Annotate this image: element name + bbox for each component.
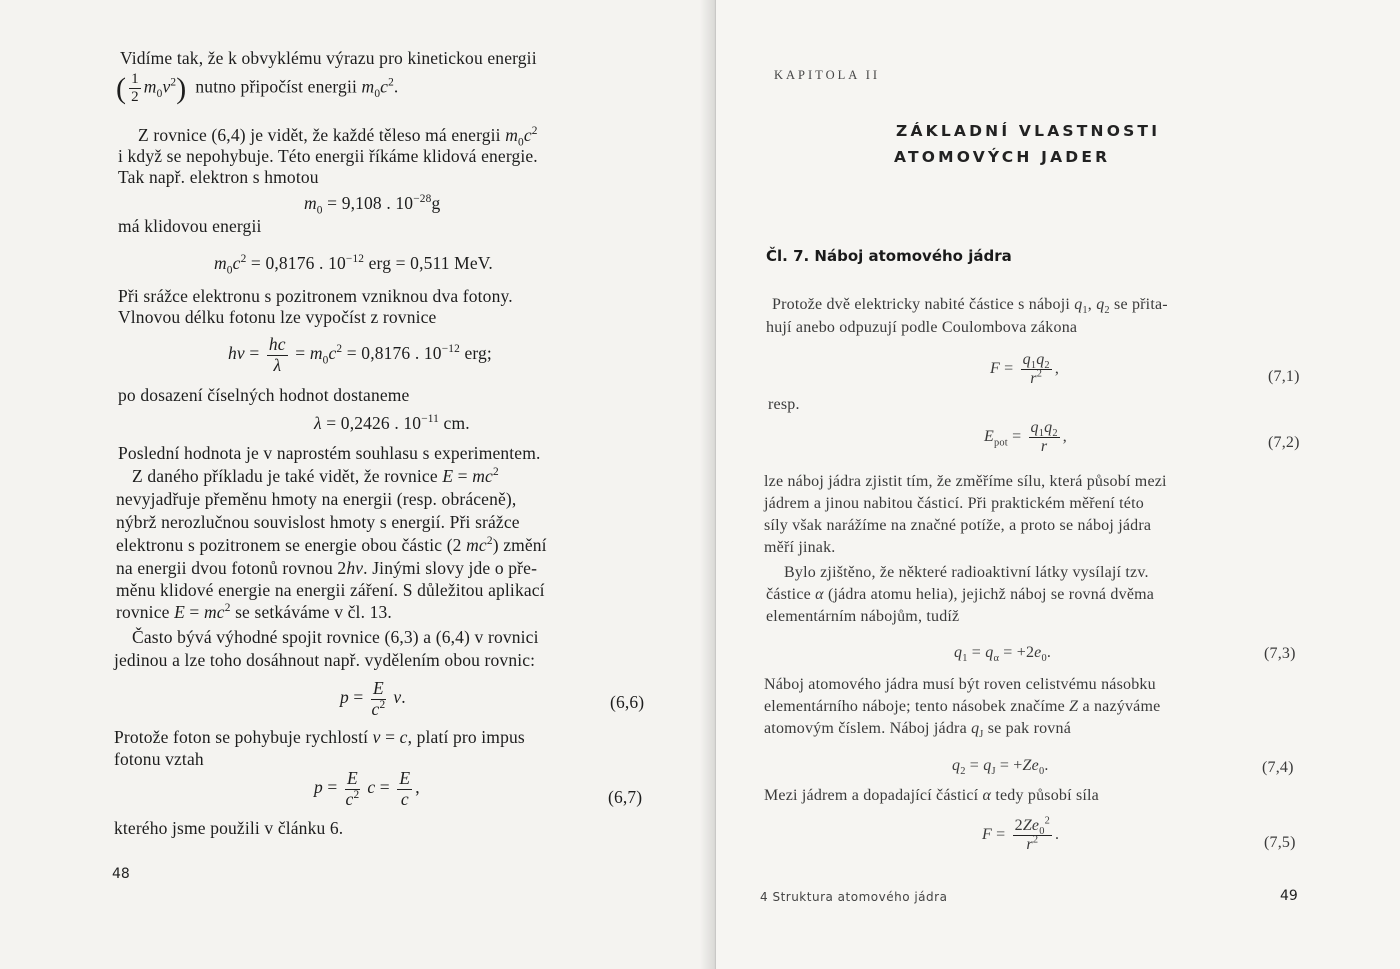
- page-number: 48: [112, 866, 130, 882]
- text-line: po dosazení číselných hodnot dostaneme: [118, 385, 410, 405]
- text-line: Často bývá výhodné spojit rovnice (6,3) a (6,4) v rovnici: [132, 627, 539, 647]
- text-fragment: elementárního náboje; tento násobek značíme: [764, 698, 1065, 715]
- text-line: jádrem a jinou nabitou částicí. Při praktickém měření této: [764, 495, 1144, 512]
- text-line: atomovým číslem. Náboj jádra $q_J$ se pak rovná: [764, 720, 1072, 741]
- text-fragment: elektronu s pozitronem se energie obou částic (2: [116, 535, 462, 555]
- text-line: Náboj atomového jádra musí být roven celistvému násobku: [764, 676, 1156, 693]
- equation: F = $\frac{2Ze_0^2}{r^2}$ .: [982, 815, 1060, 853]
- text-fragment: a nazýváme: [1082, 698, 1161, 715]
- text-fragment: tedy působí síla: [995, 787, 1099, 804]
- text-line: i když se nepohybuje. Této energii říkáme klidová energie.: [118, 146, 538, 166]
- text-line: nýbrž nerozlučnou souvislost hmoty s energií. Při srážce: [116, 512, 520, 532]
- text-fragment: Mezi jádrem a dopadající částicí: [764, 787, 979, 804]
- equation: hν = $\frac{hc}{\lambda}$ = $m_0c^2 = 0,8176$ . $10^{-12}$ erg;: [228, 334, 492, 375]
- text-line: síly však narážíme na značné potíže, a proto se náboj jádra: [764, 517, 1152, 534]
- text-fragment: Protože dvě elektricky nabité částice s náboji: [772, 296, 1070, 313]
- text-fragment: se setkáváme v čl. 13.: [235, 602, 392, 622]
- text-line: na energii dvou fotonů rovnou 2hν. Jinými slovy jde o pře-: [116, 558, 538, 578]
- equation: $m_0 = 9,108$ . $10^{-28}g$: [304, 193, 441, 217]
- text-line: elementárního náboje; tento násobek značíme Z a nazýváme: [764, 698, 1161, 715]
- text-fragment: Z rovnice (6,4) je vidět, že každé těleso má energii: [138, 125, 501, 145]
- section-title: Čl. 7. Náboj atomového jádra: [766, 247, 1012, 265]
- equation: F = $\frac{q_1q_2}{r^2}$ ,: [990, 351, 1060, 387]
- text-line: Tak např. elektron s hmotou: [118, 167, 319, 187]
- text-line: měnu klidové energie na energii záření. S důležitou aplikací: [116, 580, 545, 600]
- text-line: Mezi jádrem a dopadající částicí α tedy působí síla: [764, 787, 1099, 804]
- text-fragment: , platí pro impus: [407, 727, 525, 747]
- text-line: má klidovou energii: [118, 216, 262, 236]
- text-line: elektronu s pozitronem se energie obou částic (2 $mc^2$) změní: [116, 535, 547, 555]
- text-line: lze náboj jádra zjistit tím, že změříme sílu, která působí mezi: [764, 473, 1167, 490]
- equation: $m_0c^2 = 0,8176$ . $10^{-12}$ erg = 0,511 MeV.: [214, 253, 493, 277]
- equation: λ = 0,2426 . $10^{-11}$ cm.: [314, 413, 470, 433]
- text-line: jedinou a lze toho dosáhnout např. vydělením obou rovnic:: [114, 650, 536, 670]
- equation-number: (6,6): [610, 692, 645, 712]
- equation: p = $\frac{E}{c^2}$ c = $\frac{E}{c}$ ,: [314, 768, 420, 809]
- equation-number: (7,5): [1264, 834, 1296, 851]
- text-line: kterého jsme použili v článku 6.: [114, 818, 344, 838]
- text-fragment: se přita-: [1114, 296, 1168, 313]
- equation-number: (7,2): [1268, 434, 1300, 451]
- right-page: [716, 0, 1400, 969]
- text-fragment: Z daného příkladu je také vidět, že rovnice: [132, 466, 438, 486]
- text-fragment: částice: [766, 586, 811, 603]
- page-footer: 4 Struktura atomového jádra: [760, 890, 948, 904]
- text-line: Vidíme tak, že k obvyklému výrazu pro kinetickou energii: [120, 48, 537, 68]
- text-line: Protože dvě elektricky nabité částice s náboji $q_1$, $q_2$ se přita-: [772, 296, 1168, 317]
- text-line: resp.: [768, 396, 800, 413]
- text-line: Z daného příkladu je také vidět, že rovnice $E = mc^2$: [132, 466, 499, 486]
- text-fragment: atomovým číslem. Náboj jádra: [764, 720, 967, 737]
- text-fragment: Protože foton se pohybuje rychlostí: [114, 727, 369, 747]
- text-line: částice α (jádra atomu helia), jejichž náboj se rovná dvěma: [766, 586, 1155, 603]
- equation-number: (6,7): [608, 787, 643, 807]
- text-fragment: (jádra atomu helia), jejichž náboj se rovná dvěma: [827, 586, 1155, 603]
- text-line: Protože foton se pohybuje rychlostí v = c, platí pro impus: [114, 727, 525, 747]
- text-fragment: na energii dvou fotonů rovnou: [116, 558, 333, 578]
- text-line: elementárním nábojům, tudíž: [766, 608, 960, 625]
- equation: $q_2 = q_J = +Ze_0$.: [952, 757, 1049, 778]
- page-number: 49: [1280, 888, 1298, 904]
- text-line: ( $\frac{1}{2}$ $m_0v^2$) nutno připočíst energii $m_0c^2$.: [116, 71, 399, 105]
- text-line: Poslední hodnota je v naprostém souhlasu s experimentem.: [118, 443, 541, 463]
- equation-number: (7,4): [1262, 759, 1294, 776]
- text-line: Vlnovou délku fotonu lze vypočíst z rovnice: [118, 307, 437, 327]
- text-line: měří jinak.: [764, 539, 836, 556]
- chapter-title-line-2: ATOMOVÝCH JADER: [894, 148, 1111, 166]
- equation: p = $\frac{E}{c^2}$ v.: [340, 678, 406, 719]
- text-line: rovnice $E = mc^2$ se setkáváme v čl. 13.: [116, 602, 392, 622]
- text-line: Při srážce elektronu s pozitronem vzniknou dva fotony.: [118, 286, 513, 306]
- text-fragment: rovnice: [116, 602, 170, 622]
- text-line: nevyjadřuje přeměnu hmoty na energii (resp. obráceně),: [116, 489, 517, 509]
- chapter-title-line-1: ZÁKLADNÍ VLASTNOSTI: [896, 122, 1161, 140]
- equation: $E_{pot}$ = $\frac{q_1q_2}{r}$ ,: [984, 419, 1067, 455]
- text-line: Bylo zjištěno, že některé radioaktivní látky vysílají tzv.: [784, 564, 1149, 581]
- equation-number: (7,1): [1268, 368, 1300, 385]
- chapter-label: KAPITOLA II: [774, 68, 881, 82]
- equation-number: (7,3): [1264, 645, 1296, 662]
- text-fragment: se pak rovná: [987, 720, 1072, 737]
- equation: $q_1 = q_\alpha = +2e_0$.: [954, 644, 1052, 665]
- text-fragment: . Jinými slovy jde o pře-: [363, 558, 538, 578]
- text-line: hují anebo odpuzují podle Coulombova zákona: [766, 319, 1078, 336]
- text-fragment: nutno připočíst energii: [195, 76, 357, 97]
- text-fragment: ) změní: [492, 535, 547, 555]
- text-line: Z rovnice (6,4) je vidět, že každé těleso má energii $m_0c^2$: [138, 125, 538, 149]
- text-line: fotonu vztah: [114, 749, 204, 769]
